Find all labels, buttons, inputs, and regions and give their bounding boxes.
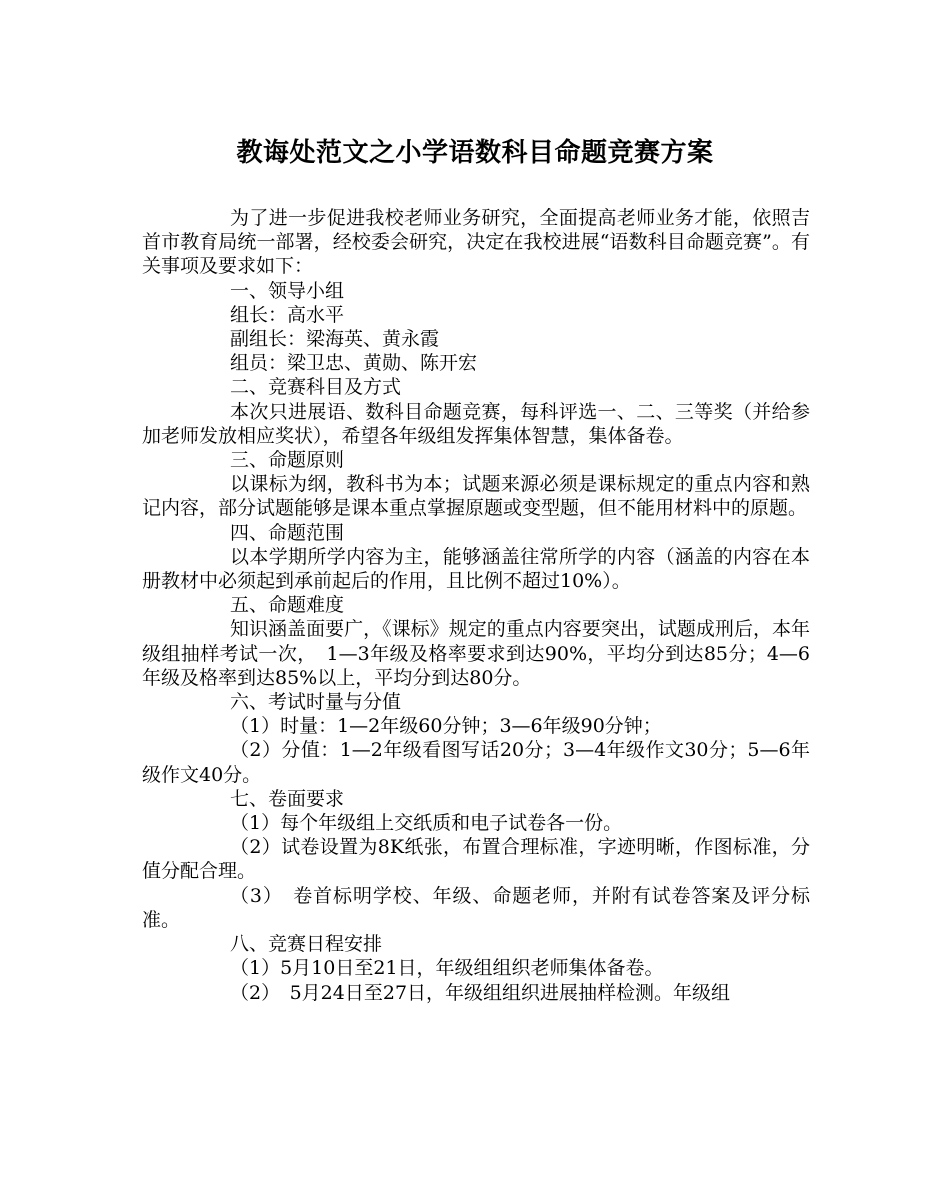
document-title: 教诲处范文之小学语数科目命题竞赛方案 xyxy=(236,138,714,168)
paragraph: 知识涵盖面要广，《课标》规定的重点内容要突出，试题成刑后，本年级组抽样考试一次， 1—3年级及格率要求到达90%，平均分到达85分；4—6年级及格率到达85%以上，平均分到达80分。 xyxy=(142,618,810,689)
section-heading: 八、竞赛日程安排 xyxy=(230,933,383,956)
paragraph: 本次只进展语、数科目命题竞赛，每科评选一、二、三等奖（并给参加老师发放相应奖状），希望各年级组发挥集体智慧，集体备卷。 xyxy=(142,400,810,447)
intro-paragraph: 为了进一步促进我校老师业务研究，全面提高老师业务才能，依照吉首市教育局统一部署，经校委会研究，决定在我校进展“语数科目命题竞赛”。有关事项及要求如下： xyxy=(142,207,810,278)
paragraph: （2） 5月24日至27日，年级组组织进展抽样检测。年级组 xyxy=(230,981,731,1004)
document-body xyxy=(142,206,810,1005)
paragraph: （2）分值：1—2年级看图写话20分；3—4年级作文30分；5—6年级作文40分。 xyxy=(142,739,810,786)
section-heading: 五、命题难度 xyxy=(230,594,345,617)
section-heading: 四、命题范围 xyxy=(230,521,345,544)
paragraph: （1）5月10日至21日，年级组组织老师集体备卷。 xyxy=(230,957,664,980)
section-heading: 二、竞赛科目及方式 xyxy=(230,376,402,399)
paragraph: （3） 卷首标明学校、年级、命题老师，并附有试卷答案及评分标准。 xyxy=(142,884,810,931)
section-heading: 三、命题原则 xyxy=(230,449,345,472)
paragraph: 组长：高水平 xyxy=(230,303,345,326)
paragraph: 以本学期所学内容为主，能够涵盖往常所学的内容（涵盖的内容在本册教材中必须起到承前起后的作用，且比例不超过10%）。 xyxy=(142,545,810,593)
section-heading: 一、领导小组 xyxy=(230,279,345,302)
paragraph: （2）试卷设置为8K纸张，布置合理标准，字迹明晰，作图标准，分值分配合理。 xyxy=(142,836,810,883)
section-heading: 六、考试时量与分值 xyxy=(230,691,402,714)
paragraph: 副组长：梁海英、黄永霞 xyxy=(230,328,440,351)
paragraph: 组员：梁卫忠、黄勋、陈开宏 xyxy=(230,352,478,375)
paragraph: （1）时量：1—2年级60分钟；3—6年级90分钟； xyxy=(230,715,662,738)
paragraph: （1）每个年级组上交纸质和电子试卷各一份。 xyxy=(230,812,623,835)
paragraph: 以课标为纲，教科书为本；试题来源必须是课标规定的重点内容和熟记内容，部分试题能够是课本重点掌握原题或变型题，但不能用材料中的原题。 xyxy=(142,473,810,520)
section-heading: 七、卷面要求 xyxy=(230,787,345,810)
